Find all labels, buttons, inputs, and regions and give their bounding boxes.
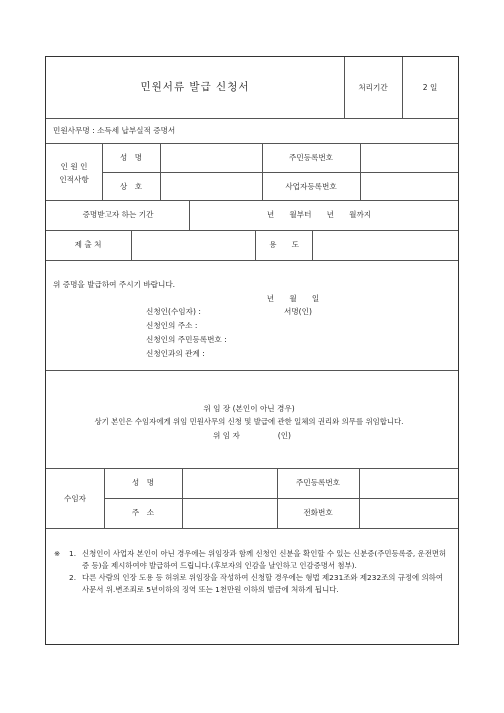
note-number: 2. — [69, 573, 77, 582]
form-title: 민원서류 발급 신청서 — [140, 81, 250, 93]
note-mark: ※ — [54, 549, 61, 558]
business-name-label: 상 호 — [119, 182, 143, 191]
divider — [277, 468, 278, 528]
divider — [402, 57, 403, 118]
delegator: 위 임 자 (인) — [212, 431, 292, 440]
note-item — [54, 548, 450, 572]
delegation-text: 상기 본인은 수임자에게 위임 민원사무의 신청 및 발급에 관한 일체의 권리와 의무를 위임합니다. — [94, 417, 404, 426]
divider — [102, 172, 458, 173]
divider — [102, 143, 103, 200]
note-number: 1. — [69, 549, 77, 558]
delegatee-phone-label: 전화번호 — [303, 508, 333, 517]
divider — [131, 230, 132, 260]
signature-mark: 서명(인) — [284, 307, 312, 316]
purpose-label: 용 도 — [269, 240, 299, 249]
divider — [46, 468, 458, 469]
period-value: 년 월부터 년 월까지 — [266, 210, 372, 219]
divider — [312, 230, 313, 260]
divider — [344, 57, 345, 118]
divider — [360, 143, 361, 200]
divider — [255, 230, 256, 260]
divider — [46, 370, 458, 371]
applicant-section-label: 인 원 인 — [60, 162, 88, 171]
submit-to-label: 제 출 처 — [74, 240, 102, 249]
divider — [46, 118, 458, 119]
applicant-relation: 신청인과의 관계 : — [146, 349, 205, 358]
applicant-address: 신청인의 주소 : — [146, 321, 198, 330]
period-label: 증명받고자 하는 기간 — [82, 210, 154, 219]
divider — [189, 200, 190, 230]
divider — [104, 498, 458, 499]
divider — [160, 143, 161, 200]
divider — [182, 468, 183, 528]
applicant-section-label: 인적사항 — [59, 175, 89, 184]
processing-period-label: 처리기간 — [358, 83, 388, 92]
note-text: 신청인이 사업자 본인이 아닌 경우에는 위임장과 함께 신청인 신분을 확인할 수 있는 신분증(주민등록증, 운전면허증 등)을 제시하여야 발급하여 드립니다.(후보자의 인감을 날인하고 인감증명서 첨부). — [82, 549, 447, 570]
divider — [104, 468, 105, 528]
divider — [46, 143, 458, 144]
divider — [46, 260, 458, 261]
divider — [359, 468, 360, 528]
applicant-resident-no: 신청인의 주민등록번호 : — [146, 335, 227, 344]
applicant-signer: 신청인(수임자) : — [146, 307, 201, 316]
request-date: 년 월 일 — [266, 294, 320, 303]
divider — [46, 200, 458, 201]
processing-period-value: 2 일 — [422, 83, 438, 92]
business-no-label: 사업자등록번호 — [285, 182, 337, 191]
request-text: 위 증명을 발급하여 주시기 바랍니다. — [53, 280, 176, 289]
divider — [46, 528, 458, 529]
delegatee-resident-no-label: 주민등록번호 — [295, 478, 341, 487]
delegatee-label: 수임자 — [63, 494, 87, 503]
application-form — [45, 56, 459, 645]
applicant-resident-no-label: 주민등록번호 — [288, 153, 334, 162]
document-name: 민원사무명 : 소득세 납부실적 증명서 — [53, 126, 176, 135]
notes — [54, 548, 450, 596]
delegatee-name-label: 성 명 — [131, 478, 155, 487]
delegation-title: 위 임 장 (본인이 아닌 경우) — [203, 404, 295, 413]
note-text: 다른 사람의 인장 도용 등 허위로 위임장을 작성하여 신청할 경우에는 형법 제231조와 제232조의 규정에 의하여 사문서 위․변조죄로 5년이하의 징역 또는 1천만원 이하의 벌금에 처하게 됩니다. — [82, 573, 443, 594]
divider — [262, 143, 263, 200]
divider — [46, 230, 458, 231]
note-item — [54, 572, 450, 596]
applicant-name-label: 성 명 — [119, 153, 143, 162]
delegatee-address-label: 주 소 — [131, 508, 155, 517]
